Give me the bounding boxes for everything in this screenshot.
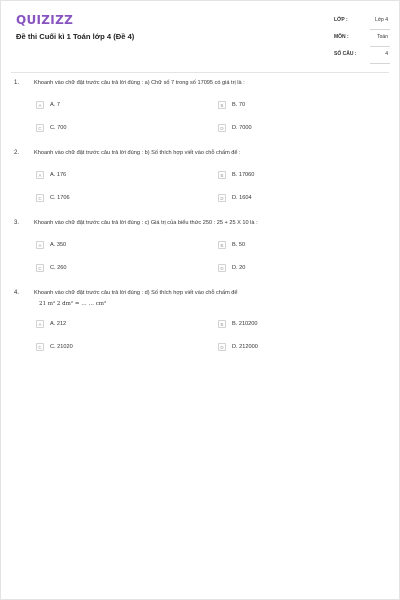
option-text: B. 210200 (232, 321, 258, 327)
option-letter-box: C (36, 264, 44, 272)
option-letter-box: D (218, 264, 226, 272)
question-text: Khoanh vào chữ đặt trước câu trả lời đúng : c) Giá trị của biểu thức 250 : 25 + 25 X 10 là : (34, 220, 258, 226)
meta-label: MÔN : (334, 34, 349, 40)
meta-underline (370, 63, 390, 64)
option-letter-box: B (218, 241, 226, 249)
option-text: D. 20 (232, 265, 246, 271)
meta-value: Toán (377, 34, 388, 40)
option-letter-box: A (36, 241, 44, 249)
meta-row-subject (334, 32, 390, 49)
meta-value: Lớp 4 (374, 17, 388, 23)
option-text: B. 50 (232, 242, 246, 248)
meta-panel (334, 15, 390, 66)
option-text: D. 1604 (232, 195, 252, 201)
meta-underline (370, 29, 390, 30)
document-title: Đề thi Cuối kì 1 Toán lớp 4 (Đề 4) (16, 32, 135, 41)
option-letter-box: C (36, 124, 44, 132)
option-letter-box: A (36, 101, 44, 109)
meta-row-question-count (334, 49, 390, 66)
meta-value: 4 (385, 51, 388, 57)
option-letter-box: B (218, 171, 226, 179)
question-number: 3. (14, 220, 20, 226)
option-letter-box: D (218, 343, 226, 351)
header-divider (11, 72, 389, 73)
option-letter-box: C (36, 343, 44, 351)
question-text: Khoanh vào chữ đặt trước câu trả lời đúng : a) Chữ số 7 trong số 17095 có giá trị là : (34, 80, 245, 86)
option-text: C. 700 (50, 125, 67, 131)
option-text: C. 21020 (50, 344, 73, 350)
option-text: A. 7 (50, 102, 60, 108)
quizizz-logo: QUIZIZZ (16, 13, 74, 27)
question-number: 2. (14, 150, 20, 156)
option-letter-box: A (36, 320, 44, 328)
option-letter-box: D (218, 194, 226, 202)
meta-row-class (334, 15, 390, 32)
option-text: A. 176 (50, 172, 67, 178)
option-text: D. 212000 (232, 344, 258, 350)
option-letter-box: D (218, 124, 226, 132)
option-letter-box: C (36, 194, 44, 202)
option-letter-box: B (218, 320, 226, 328)
question-number: 4. (14, 290, 20, 296)
option-letter-box: A (36, 171, 44, 179)
option-text: C. 260 (50, 265, 67, 271)
question-formula: 21 m² 2 dm² = … … cm² (39, 301, 107, 307)
option-text: A. 350 (50, 242, 67, 248)
meta-underline (370, 46, 390, 47)
meta-label: LỚP : (334, 17, 348, 23)
option-letter-box: B (218, 101, 226, 109)
option-text: B. 70 (232, 102, 246, 108)
option-text: B. 17060 (232, 172, 255, 178)
question-text: Khoanh vào chữ đặt trước câu trả lời đúng : b) Số thích hợp viết vào chỗ chấm để : (34, 150, 241, 156)
option-text: D. 7000 (232, 125, 252, 131)
question-number: 1. (14, 80, 20, 86)
option-text: A. 212 (50, 321, 67, 327)
option-text: C. 1706 (50, 195, 70, 201)
question-text: Khoanh vào chữ đặt trước câu trả lời đúng : d) Số thích hợp viết vào chỗ chấm để (34, 290, 238, 296)
meta-label: SỐ CÂU : (334, 51, 357, 57)
